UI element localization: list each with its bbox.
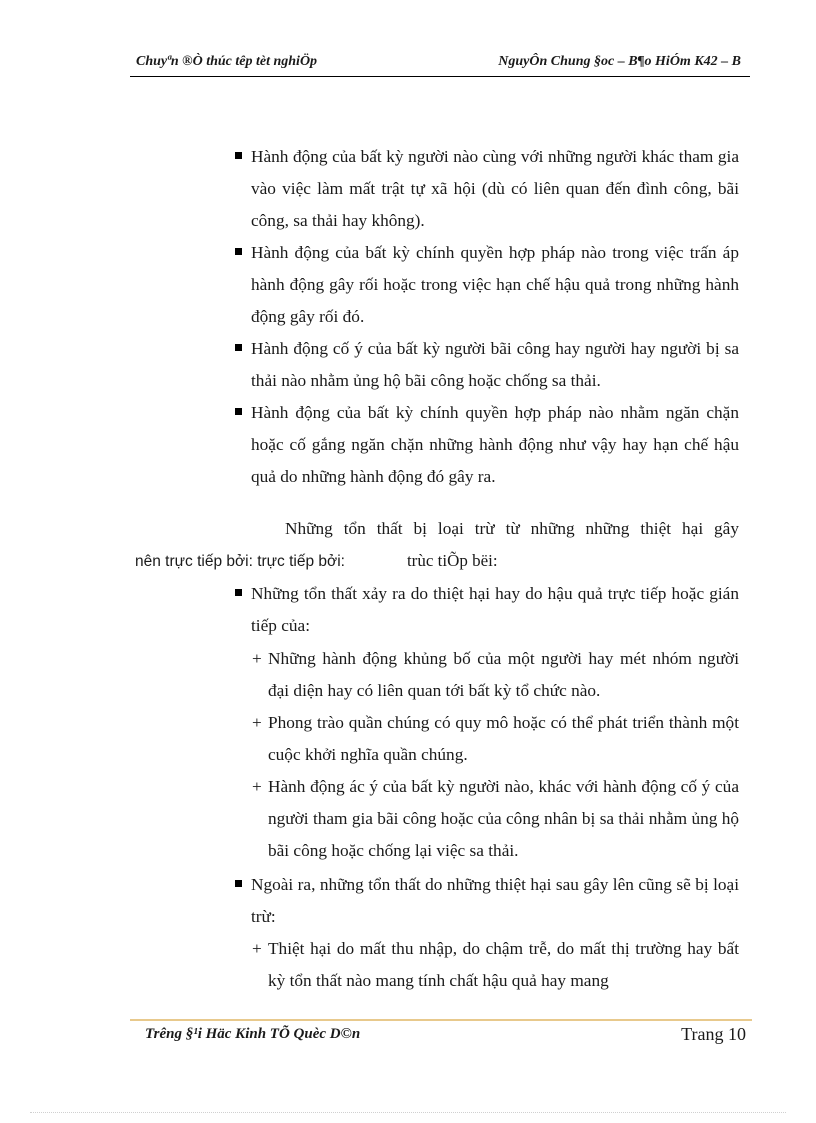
paragraph-line: Những tổn thất bị loại trừ từ những những thiệt hại gây [285, 519, 739, 538]
list-item-text: Hành động cố ý của bất kỳ người bãi công hay người hay người bị sa thải nào nhằm ủng hộ bãi công hoặc chống sa thải. [251, 339, 739, 390]
square-bullet-icon [235, 152, 242, 159]
list-item-text: Những tổn thất xảy ra do thiệt hại hay do hậu quả trực tiếp hoặc gián tiếp của: [251, 584, 739, 635]
header-document-title: Chuyªn ®Ò thúc têp tèt nghiÖp [136, 54, 318, 69]
sub-list-item-text: Phong trào quần chúng có quy mô hoặc có thể phát triển thành một cuộc khởi nghĩa quần chúng. [268, 713, 739, 764]
list-item-text: Ngoài ra, những tổn thất do những thiệt hại sau gây lên cũng sẽ bị loại trừ: [251, 875, 739, 926]
list-item [235, 237, 739, 333]
plus-marker: + [252, 939, 262, 958]
square-bullet-icon [235, 589, 242, 596]
list-item [235, 141, 739, 237]
list-item-text: Hành động của bất kỳ người nào cùng với những người khác tham gia vào việc làm mất trật tự xã hội (dù có liên quan đến đình công, bãi công, sa thải hay không). [251, 147, 739, 230]
square-bullet-icon [235, 344, 242, 351]
plus-marker: + [252, 713, 262, 732]
list-item [235, 869, 739, 933]
sub-list-item [252, 771, 739, 867]
sub-list-item [252, 933, 739, 997]
plus-marker: + [252, 649, 262, 668]
page-edge-divider [30, 1112, 786, 1113]
paragraph-line-text: nên trực tiếp bởi: trực tiếp bởi: [135, 553, 345, 570]
header-author: NguyÔn Chung §oc – B¶o HiÓm K42 – B [498, 54, 741, 69]
sub-list-item-text: Hành động ác ý của bất kỳ người nào, khác với hành động cố ý của người tham gia bãi công hoặc của công nhân bị sa thải nhằm ủng hộ bãi công hoặc chống lại việc sa thải. [268, 777, 739, 860]
footer-university: Trêng §¹i Häc Kinh TÕ Quèc D©n [145, 1026, 361, 1042]
sub-list-item [252, 707, 739, 771]
list-item-text: Hành động của bất kỳ chính quyền hợp pháp nào nhằm ngăn chặn hoặc cố gắng ngăn chặn những hành động như vậy hay hạn chế hậu quả do những hành động đó gây ra. [251, 403, 739, 486]
sub-list-item-text: Những hành động khủng bố của một người hay mét nhóm người đại diện hay có liên quan tới bất kỳ tổ chức nào. [268, 649, 739, 700]
paragraph-line [135, 545, 739, 578]
header-divider [130, 76, 750, 77]
list-item [235, 397, 739, 493]
page-number [681, 1024, 746, 1045]
plus-marker: + [252, 777, 262, 796]
paragraph-line-garbled: trùc tiÕp bëi: [406, 551, 498, 570]
page-label: Trang [681, 1024, 724, 1044]
sub-list-item [252, 643, 739, 707]
square-bullet-icon [235, 880, 242, 887]
footer-divider [130, 1019, 752, 1021]
list-item [235, 333, 739, 397]
page-number-value: 10 [728, 1024, 746, 1044]
square-bullet-icon [235, 248, 242, 255]
list-item [235, 578, 739, 642]
sub-list-item-text: Thiệt hại do mất thu nhập, do chậm trễ, do mất thị trường hay bất kỳ tổn thất nào mang tính chất hậu quả hay mang [268, 939, 739, 990]
square-bullet-icon [235, 408, 242, 415]
list-item-text: Hành động của bất kỳ chính quyền hợp pháp nào trong việc trấn áp hành động gây rối hoặc trong việc hạn chế hậu quả trong những hành động gây rối đó. [251, 243, 739, 326]
exclusion-intro-paragraph [135, 513, 739, 578]
